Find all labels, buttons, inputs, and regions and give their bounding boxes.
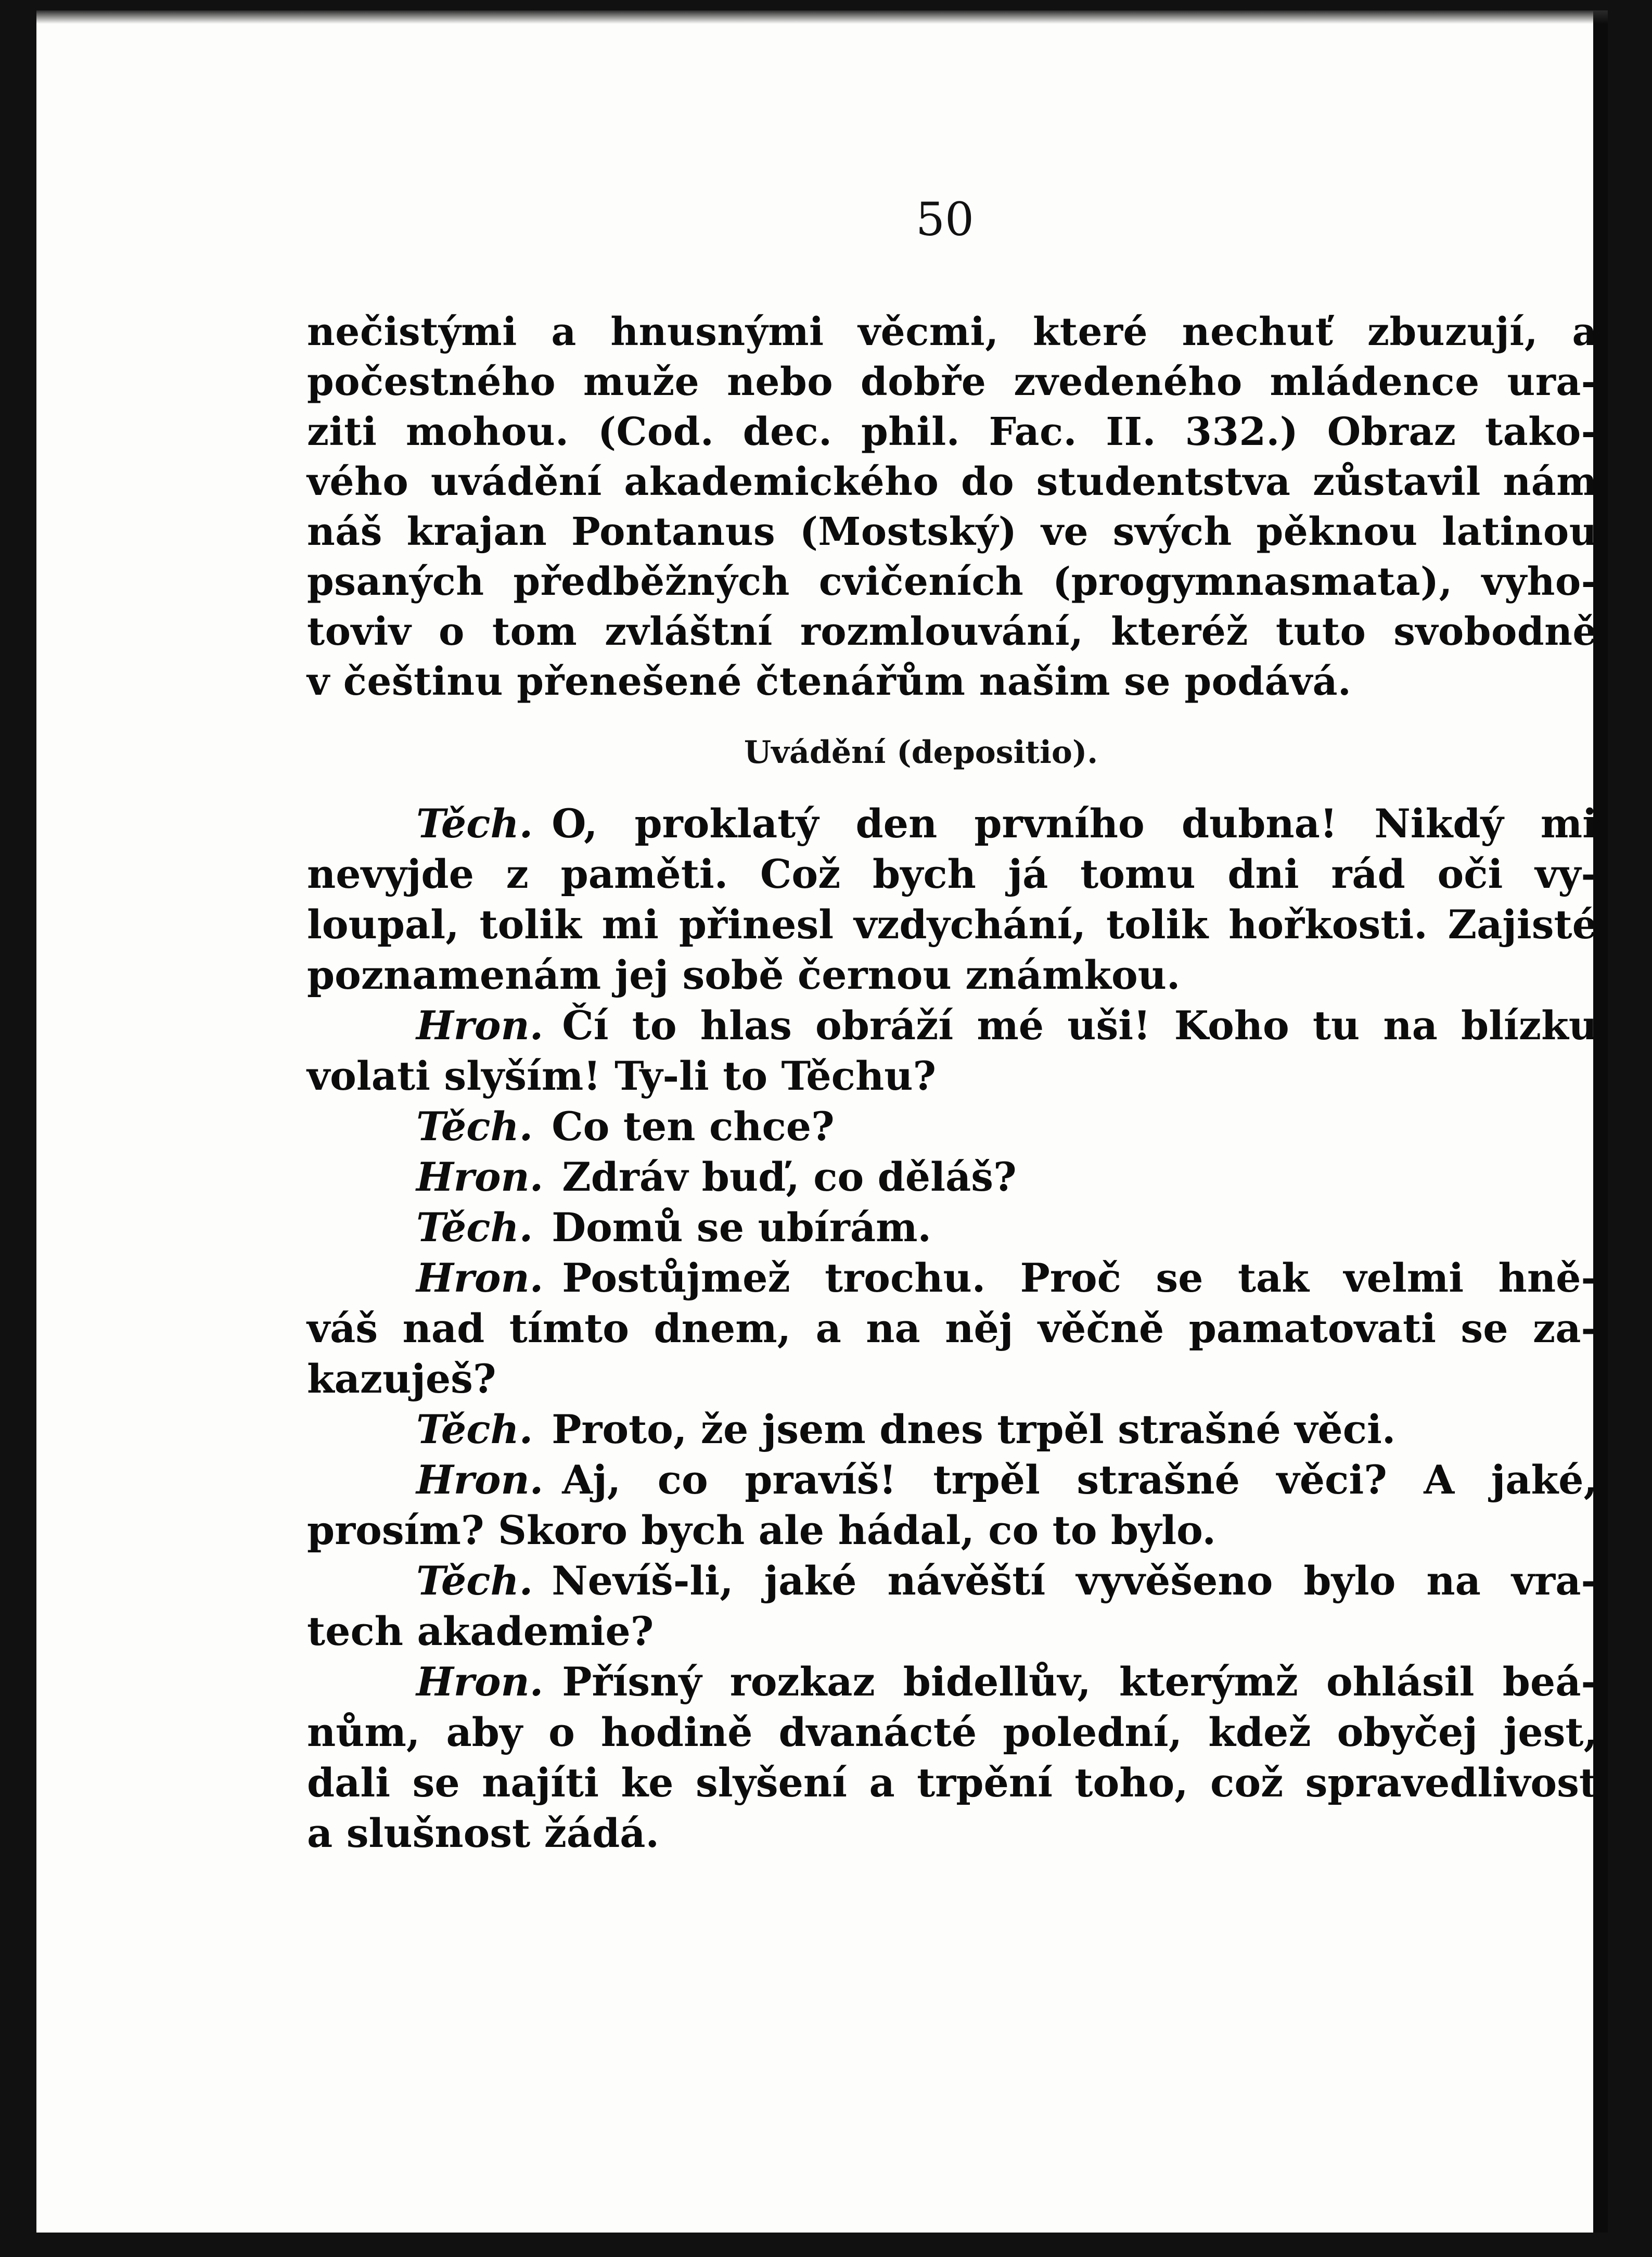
page-number: 50 (916, 193, 974, 246)
speech-line (307, 1000, 1597, 1051)
speech-continuation: tech akademie? (307, 1608, 654, 1654)
speech-text: Čí to hlas obráží mé uši! Koho tu na blízku (562, 1002, 1597, 1049)
page-body (307, 307, 1597, 1858)
speaker-name: Těch. (416, 800, 533, 847)
speech-line (307, 1404, 1597, 1455)
speech-text: Proto, že jsem dnes trpěl strašné věci. (552, 1406, 1396, 1452)
speech-continuation: a slušnost žádá. (307, 1810, 659, 1856)
speech-text: Přísný rozkaz bidellův, kterýmž ohlásil beá- (562, 1659, 1597, 1705)
speaker-name: Těch. (416, 1406, 533, 1452)
speech-text: O, proklatý den prvního dubna! Nikdý mi (552, 800, 1597, 847)
dialogue (307, 798, 1597, 1858)
speech-line (307, 1101, 1597, 1152)
speaker-name: Hron. (416, 1457, 544, 1503)
speaker-name: Hron. (416, 1002, 544, 1049)
speaker-name: Těch. (416, 1103, 533, 1150)
speaker-name: Těch. (416, 1204, 533, 1251)
speech-line (307, 798, 1597, 849)
speech-continuation: dali se najíti ke slyšení a trpění toho, což spravedlivost (307, 1759, 1597, 1806)
text-line: nečistými a hnusnými věcmi, které nechuť zbuzují, a (307, 310, 1597, 354)
speaker-name: Těch. (416, 1558, 533, 1604)
text-line: vého uvádění akademického do studentstva zůstavil nám (307, 460, 1597, 504)
text-line: počestného muže nebo dobře zvedeného mládence ura- (307, 360, 1597, 404)
speech-continuation: kazuješ? (307, 1356, 496, 1402)
section-heading: Uvádění (depositio). (744, 734, 1098, 771)
speech-line (307, 1152, 1597, 1202)
speech-line (307, 1253, 1597, 1303)
speech-text: Domů se ubírám. (552, 1204, 931, 1251)
speech-continuation: poznamenám jej sobě černou známkou. (307, 952, 1181, 998)
speech-continuation: nům, aby o hodině dvanácté polední, kdež obyčej jest, (307, 1709, 1597, 1755)
speech-line (307, 1555, 1597, 1606)
text-line: v češtinu přenešené čtenářům našim se podává. (307, 659, 1352, 704)
speech-line (307, 1202, 1597, 1253)
text-line: psaných předběžných cvičeních (progymnasmata), vyho- (307, 559, 1597, 604)
speech-continuation: volati slyším! Ty-li to Těchu? (307, 1053, 936, 1099)
speaker-name: Hron. (416, 1255, 544, 1301)
speech-text: Postůjmež trochu. Proč se tak velmi hně- (562, 1255, 1597, 1301)
speaker-name: Hron. (416, 1659, 544, 1705)
speech-text: Co ten chce? (552, 1103, 835, 1150)
text-line: náš krajan Pontanus (Mostský) ve svých pěknou latinou (307, 509, 1597, 554)
speech-line (307, 1455, 1597, 1505)
speech-line (307, 1656, 1597, 1707)
speech-continuation: váš nad tímto dnem, a na něj věčně pamatovati se za- (307, 1305, 1597, 1351)
speaker-name: Hron. (416, 1154, 544, 1200)
speech-continuation: nevyjde z paměti. Což bych já tomu dni rád oči vy- (307, 851, 1597, 897)
book-page (36, 10, 1608, 2233)
speech-text: Aj, co pravíš! trpěl strašné věci? A jaké, (562, 1457, 1597, 1503)
speech-continuation: prosím? Skoro bych ale hádal, co to bylo. (307, 1507, 1216, 1553)
text-line: ziti mohou. (Cod. dec. phil. Fac. II. 332.) Obraz tako- (307, 410, 1597, 454)
text-line: toviv o tom zvláštní rozmlouvání, kteréž tuto svobodně (307, 609, 1597, 654)
intro-paragraph (307, 307, 1597, 707)
speech-text: Zdráv buď, co děláš? (562, 1154, 1017, 1200)
speech-continuation: loupal, tolik mi přinesl vzdychání, tolik hořkosti. Zajisté (307, 901, 1597, 948)
speech-text: Nevíš-li, jaké návěští vyvěšeno bylo na vra- (552, 1558, 1597, 1604)
